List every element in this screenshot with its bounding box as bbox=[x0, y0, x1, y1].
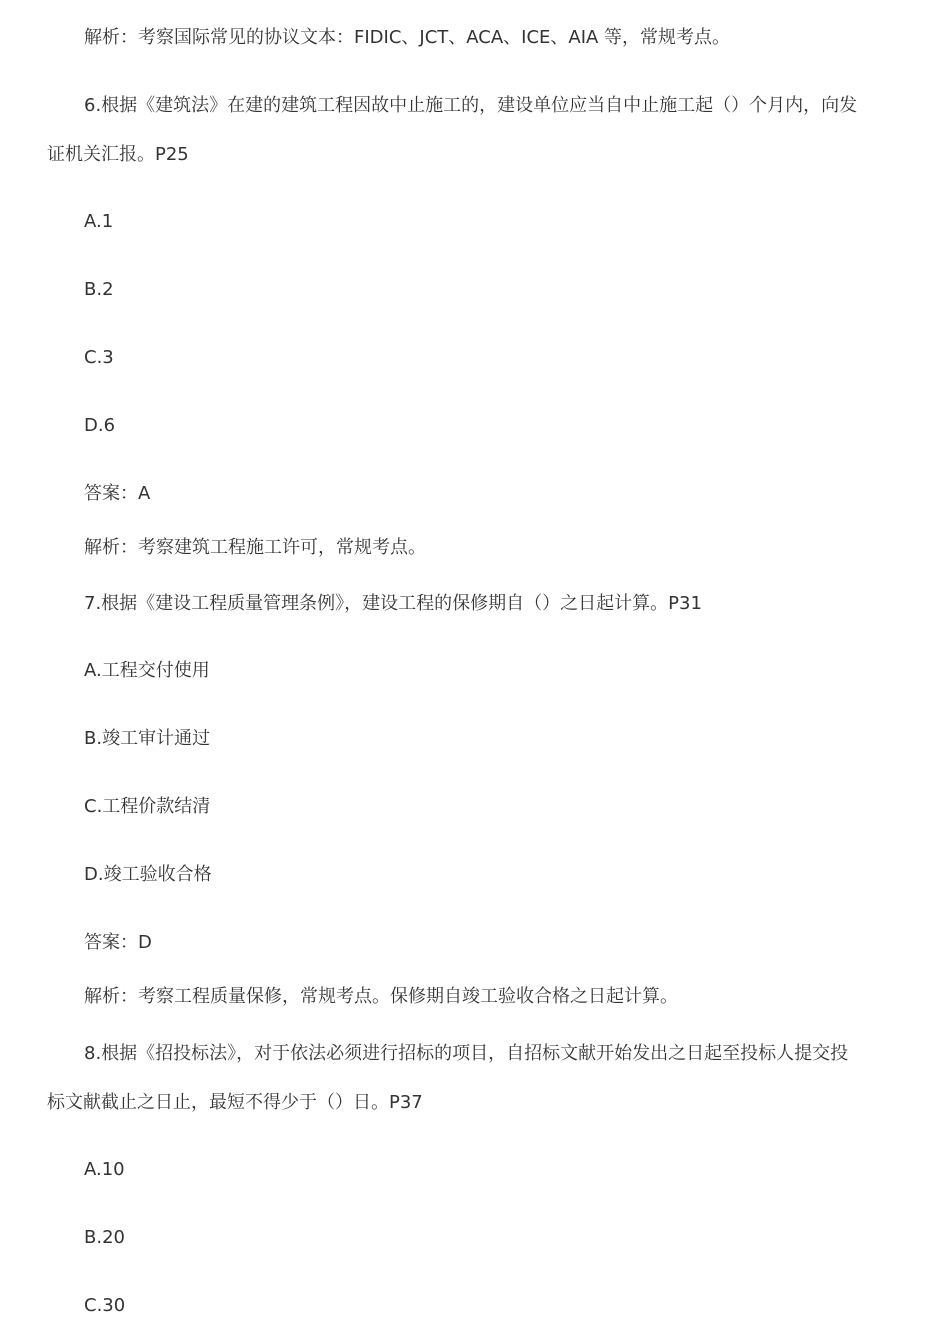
question-6-text: 6.根据《建筑法》在建的建筑工程因故中止施工的，建设单位应当自中止施工起（）个月内，向发 bbox=[84, 95, 858, 116]
q7-option-c: C.工程价款结清 bbox=[84, 796, 211, 817]
q7-answer: 答案：D bbox=[84, 932, 152, 953]
question-8-text-cont: 标文献截止之日止，最短不得少于（）日。P37 bbox=[47, 1092, 423, 1113]
question-6-text-cont: 证机关汇报。P25 bbox=[47, 144, 189, 165]
q8-option-c: C.30 bbox=[84, 1295, 126, 1316]
q6-option-a: A.1 bbox=[84, 211, 114, 232]
q8-option-a: A.10 bbox=[84, 1159, 125, 1180]
q7-option-d: D.竣工验收合格 bbox=[84, 864, 212, 885]
q6-analysis: 解析：考察建筑工程施工许可，常规考点。 bbox=[84, 537, 426, 558]
question-7-text: 7.根据《建设工程质量管理条例》，建设工程的保修期自（）之日起计算。P31 bbox=[84, 593, 702, 614]
q6-option-c: C.3 bbox=[84, 347, 114, 368]
question-8-text: 8.根据《招投标法》，对于依法必须进行招标的项目，自招标文献开始发出之日起至投标人提交投 bbox=[84, 1043, 849, 1064]
q6-option-d: D.6 bbox=[84, 415, 116, 436]
q6-answer: 答案：A bbox=[84, 483, 151, 504]
q8-option-b: B.20 bbox=[84, 1227, 125, 1248]
q7-analysis: 解析：考察工程质量保修，常规考点。保修期自竣工验收合格之日起计算。 bbox=[84, 986, 678, 1007]
q7-option-b: B.竣工审计通过 bbox=[84, 728, 211, 749]
q7-option-a: A.工程交付使用 bbox=[84, 660, 210, 681]
analysis-q5: 解析：考察国际常见的协议文本：FIDIC、JCT、ACA、ICE、AIA 等，常规考点。 bbox=[84, 27, 731, 48]
q6-option-b: B.2 bbox=[84, 279, 114, 300]
